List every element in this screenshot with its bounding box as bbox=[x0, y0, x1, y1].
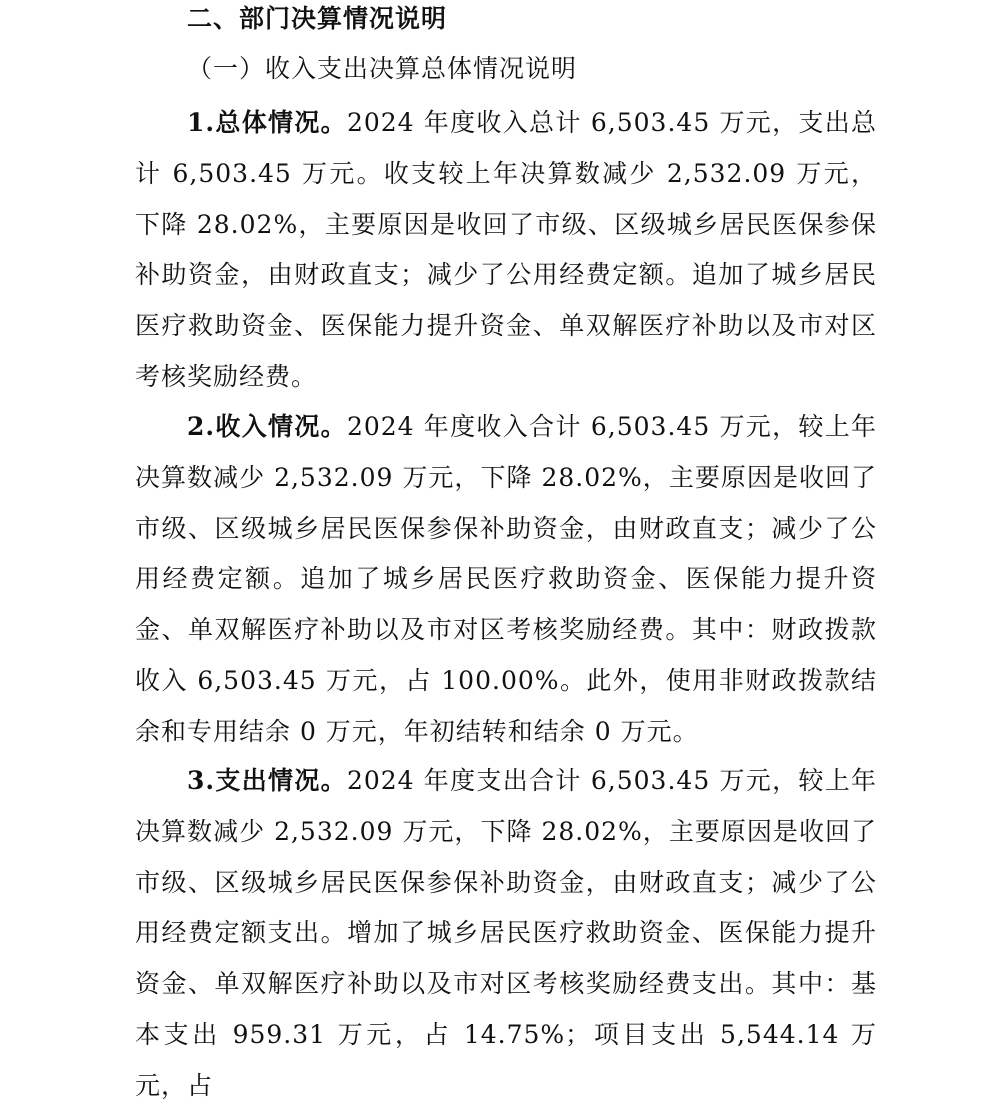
subsection-heading: （一）收入支出决算总体情况说明 bbox=[187, 54, 578, 83]
section-heading: 二、部门决算情况说明 bbox=[187, 4, 448, 33]
paragraph-text: 2024 年度收入合计 6,503.45 万元，较上年决算数减少 2,532.09 万元，下降 28.02%，主要原因是收回了市级、区级城乡居民医保参保补助资金，由财政直支；减少了公用经费定额。追加了城乡居民医疗救助资金、医保能力提升资金、单双解医疗补助以及市对区考核奖励经费。其中：财政拨款收入 6,503.45 万元，占 100.00%。此外，使用非财政拨款结余和专用结余 0 万元，年初结转和结余 0 万元。 bbox=[135, 412, 877, 746]
paragraph-income bbox=[135, 402, 877, 758]
paragraph-expenditure bbox=[135, 756, 877, 1112]
paragraph-lead: 2.收入情况。 bbox=[187, 412, 347, 441]
paragraph-overall bbox=[135, 98, 877, 403]
paragraph-text: 2024 年度支出合计 6,503.45 万元，较上年决算数减少 2,532.09 万元，下降 28.02%，主要原因是收回了市级、区级城乡居民医保参保补助资金，由财政直支；减少了公用经费定额支出。增加了城乡居民医疗救助资金、医保能力提升资金、单双解医疗补助以及市对区考核奖励经费支出。其中：基本支出 959.31 万元，占 14.75%；项目支出 5,544.14 万元，占 bbox=[135, 766, 877, 1100]
paragraph-lead: 3.支出情况。 bbox=[187, 766, 347, 795]
paragraph-lead: 1.总体情况。 bbox=[187, 108, 347, 137]
paragraph-text: 2024 年度收入总计 6,503.45 万元，支出总计 6,503.45 万元。收支较上年决算数减少 2,532.09 万元，下降 28.02%，主要原因是收回了市级、区级城乡居民医保参保补助资金，由财政直支；减少了公用经费定额。追加了城乡居民医疗救助资金、医保能力提升资金、单双解医疗补助以及市对区考核奖励经费。 bbox=[135, 108, 877, 391]
